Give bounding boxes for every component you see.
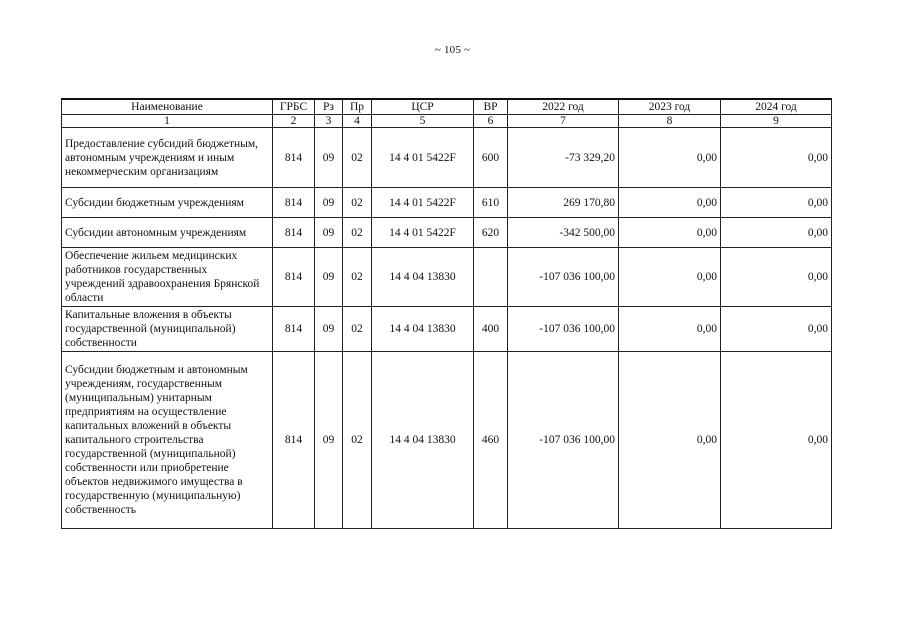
column-number: 9 bbox=[721, 115, 832, 128]
row-vr: 600 bbox=[474, 128, 508, 188]
row-2023: 0,00 bbox=[619, 307, 721, 352]
row-2024: 0,00 bbox=[721, 352, 832, 529]
column-number: 1 bbox=[62, 115, 273, 128]
header-2024: 2024 год bbox=[721, 99, 832, 115]
row-vr: 620 bbox=[474, 218, 508, 248]
row-2023: 0,00 bbox=[619, 128, 721, 188]
header-2022: 2022 год bbox=[508, 99, 619, 115]
column-number: 2 bbox=[273, 115, 315, 128]
table-row bbox=[62, 248, 832, 307]
row-grbs: 814 bbox=[273, 128, 315, 188]
row-2022: -73 329,20 bbox=[508, 128, 619, 188]
row-vr: 460 bbox=[474, 352, 508, 529]
column-number: 5 bbox=[372, 115, 474, 128]
row-2022: -107 036 100,00 bbox=[508, 307, 619, 352]
row-pr: 02 bbox=[343, 218, 372, 248]
row-vr: 610 bbox=[474, 188, 508, 218]
row-pr: 02 bbox=[343, 188, 372, 218]
row-csr: 14 4 04 13830 bbox=[372, 307, 474, 352]
row-pr: 02 bbox=[343, 128, 372, 188]
row-pr: 02 bbox=[343, 307, 372, 352]
row-grbs: 814 bbox=[273, 248, 315, 307]
row-vr: 400 bbox=[474, 307, 508, 352]
row-name: Предоставление субсидий бюджетным, автономным учреждениям и иным некоммерческим организациям bbox=[62, 128, 273, 188]
row-name: Капитальные вложения в объекты государственной (муниципальной) собственности bbox=[62, 307, 273, 352]
column-number: 3 bbox=[315, 115, 343, 128]
header-rz: Рз bbox=[315, 99, 343, 115]
row-csr: 14 4 04 13830 bbox=[372, 248, 474, 307]
column-number: 6 bbox=[474, 115, 508, 128]
budget-table bbox=[61, 98, 832, 529]
row-name: Субсидии бюджетным и автономным учреждениям, государственным (муниципальным) унитарным предприятиям на осуществление капитальных вложений в объекты капитального строительства государственной (муниципальной) собственности или приобретение объектов недвижимого имущества в государственную (муниципальную) собственность bbox=[62, 352, 273, 529]
row-pr: 02 bbox=[343, 352, 372, 529]
row-2024: 0,00 bbox=[721, 128, 832, 188]
row-grbs: 814 bbox=[273, 218, 315, 248]
header-vr: ВР bbox=[474, 99, 508, 115]
row-grbs: 814 bbox=[273, 188, 315, 218]
row-2022: -342 500,00 bbox=[508, 218, 619, 248]
row-2024: 0,00 bbox=[721, 218, 832, 248]
row-name: Субсидии автономным учреждениям bbox=[62, 218, 273, 248]
row-2024: 0,00 bbox=[721, 188, 832, 218]
header-row bbox=[62, 99, 832, 115]
column-number: 8 bbox=[619, 115, 721, 128]
row-pr: 02 bbox=[343, 248, 372, 307]
row-2023: 0,00 bbox=[619, 188, 721, 218]
row-2023: 0,00 bbox=[619, 248, 721, 307]
row-rz: 09 bbox=[315, 307, 343, 352]
row-2024: 0,00 bbox=[721, 248, 832, 307]
row-csr: 14 4 01 5422F bbox=[372, 218, 474, 248]
column-number-row bbox=[62, 115, 832, 128]
header-grbs: ГРБС bbox=[273, 99, 315, 115]
row-grbs: 814 bbox=[273, 307, 315, 352]
row-2022: -107 036 100,00 bbox=[508, 352, 619, 529]
row-csr: 14 4 01 5422F bbox=[372, 128, 474, 188]
row-name: Обеспечение жильем медицинских работников государственных учреждений здравоохранения Брянской области bbox=[62, 248, 273, 307]
row-rz: 09 bbox=[315, 188, 343, 218]
row-2024: 0,00 bbox=[721, 307, 832, 352]
row-grbs: 814 bbox=[273, 352, 315, 529]
row-2023: 0,00 bbox=[619, 352, 721, 529]
table-row bbox=[62, 128, 832, 188]
table-row bbox=[62, 188, 832, 218]
row-rz: 09 bbox=[315, 128, 343, 188]
row-name: Субсидии бюджетным учреждениям bbox=[62, 188, 273, 218]
header-pr: Пр bbox=[343, 99, 372, 115]
row-csr: 14 4 04 13830 bbox=[372, 352, 474, 529]
row-2023: 0,00 bbox=[619, 218, 721, 248]
row-2022: 269 170,80 bbox=[508, 188, 619, 218]
column-number: 7 bbox=[508, 115, 619, 128]
table-row bbox=[62, 307, 832, 352]
table-row bbox=[62, 218, 832, 248]
column-number: 4 bbox=[343, 115, 372, 128]
header-name: Наименование bbox=[62, 99, 273, 115]
row-rz: 09 bbox=[315, 248, 343, 307]
row-2022: -107 036 100,00 bbox=[508, 248, 619, 307]
row-rz: 09 bbox=[315, 218, 343, 248]
row-csr: 14 4 01 5422F bbox=[372, 188, 474, 218]
row-vr bbox=[474, 248, 508, 307]
page-number: ~ 105 ~ bbox=[434, 44, 471, 56]
header-2023: 2023 год bbox=[619, 99, 721, 115]
row-rz: 09 bbox=[315, 352, 343, 529]
table-row bbox=[62, 352, 832, 529]
header-csr: ЦСР bbox=[372, 99, 474, 115]
